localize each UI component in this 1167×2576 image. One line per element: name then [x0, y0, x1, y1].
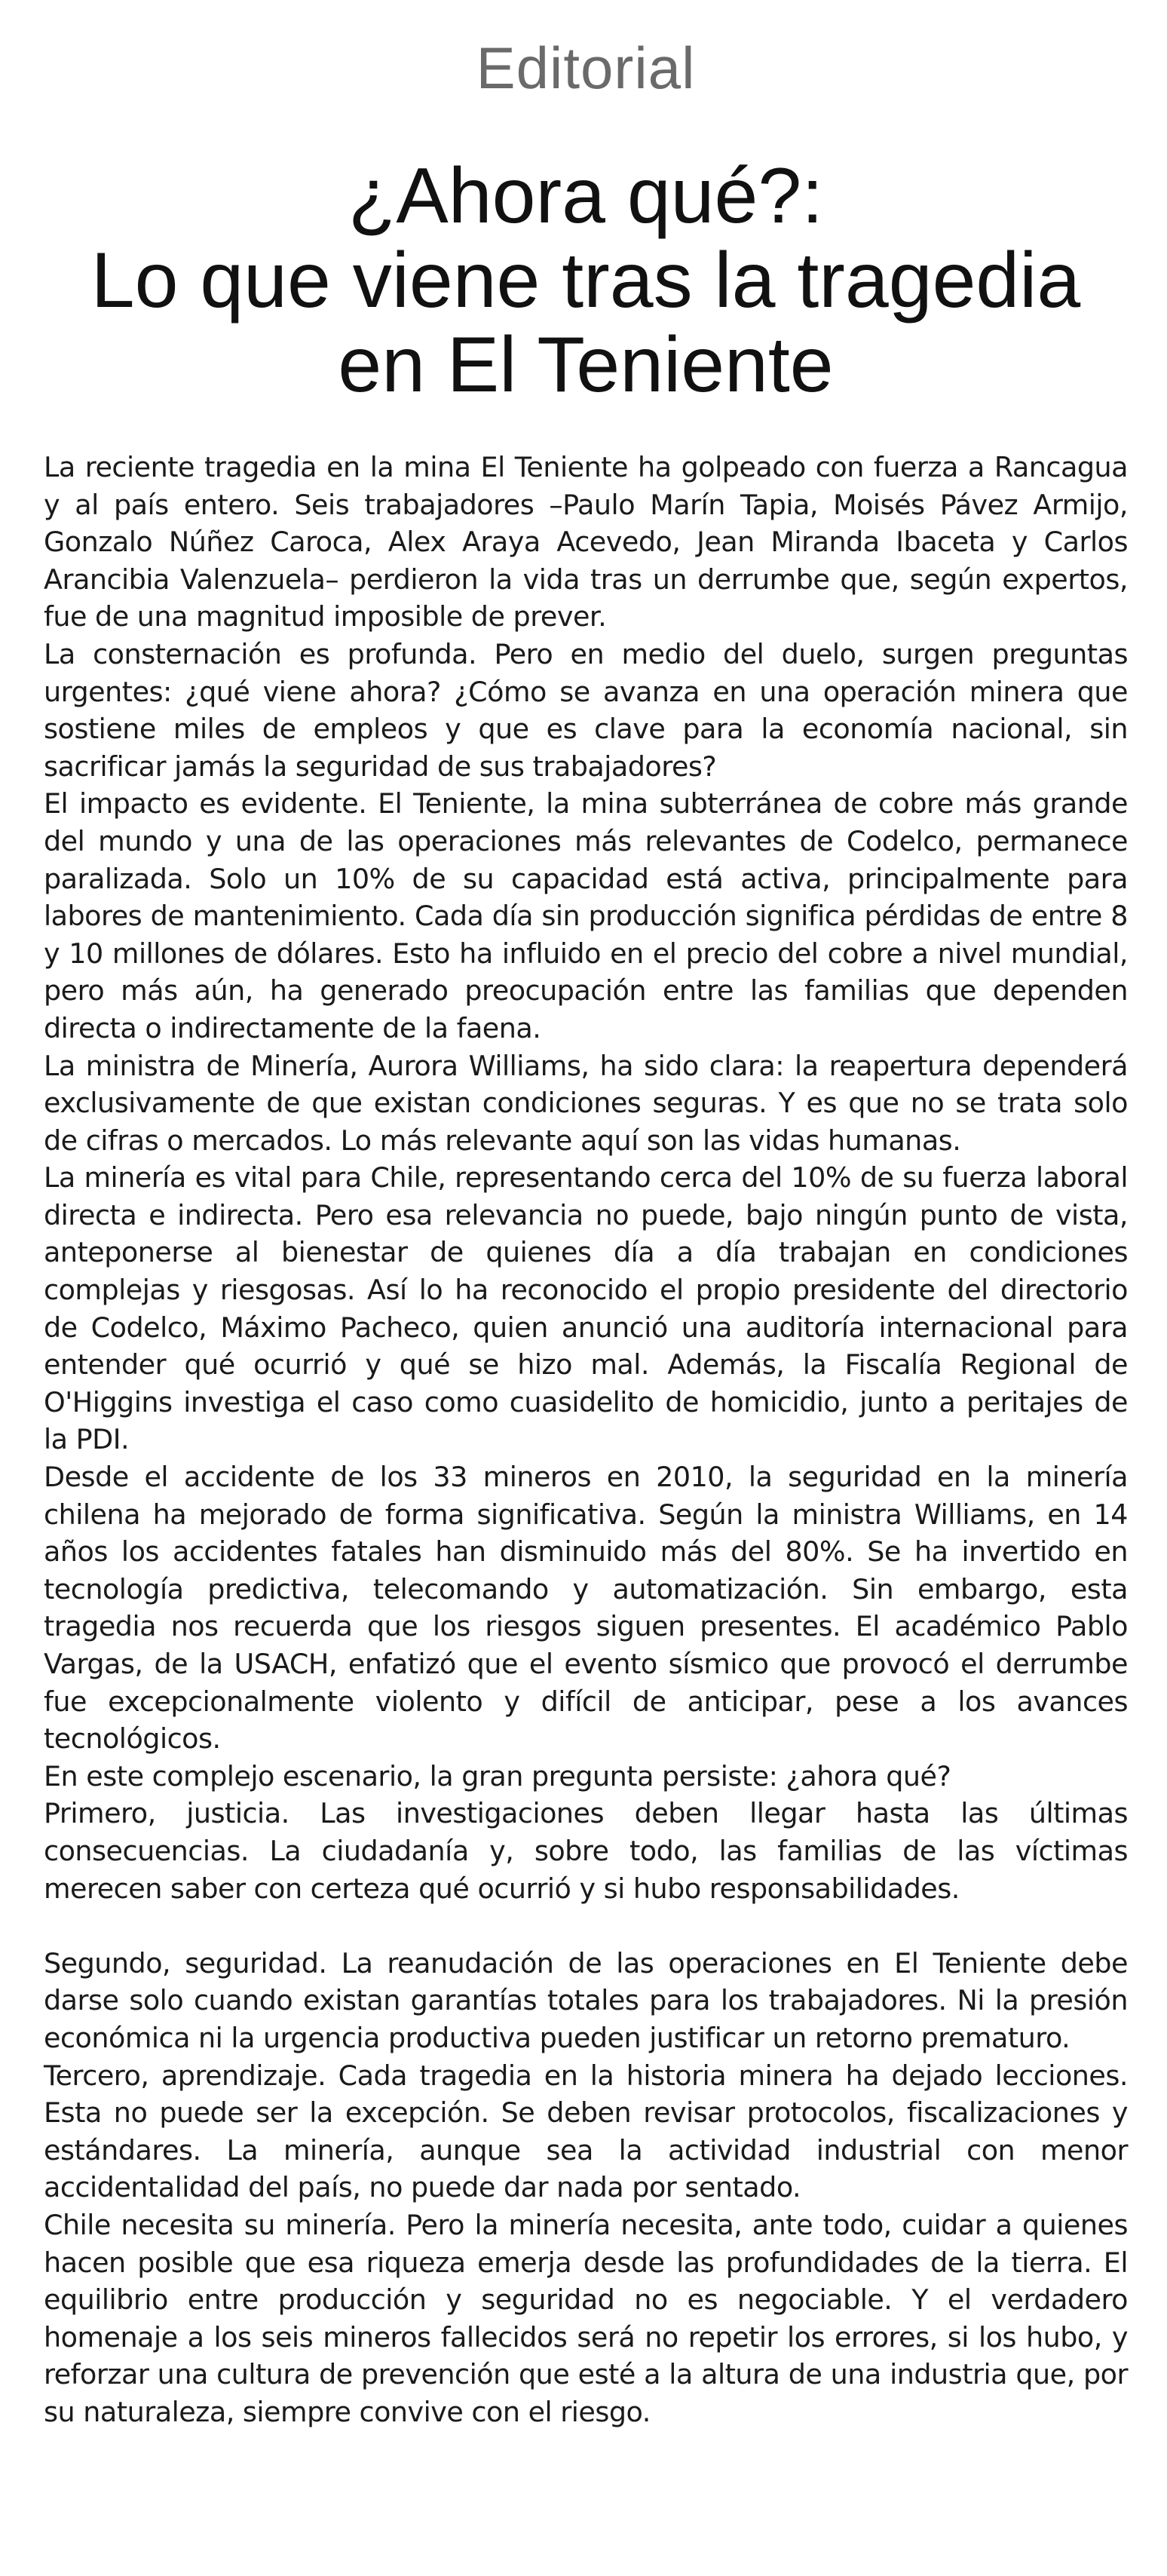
- paragraph: Primero, justicia. Las investigaciones deben llegar hasta las últimas consecuencias. La ciudadanía y, sobre todo, las familias de las víctimas merecen saber con certeza qué ocurrió y si hubo responsabilidades.: [44, 1797, 1128, 1905]
- section-label: Editorial: [476, 35, 696, 101]
- headline-line: ¿Ahora qué?:: [348, 152, 824, 240]
- paragraph: El impacto es evidente. El Teniente, la mina subterránea de cobre más grande del mundo y una de las operaciones más relevantes de Codelco, permanece paralizada. Solo un 10% de su capacidad está activa, principalmente para labores de mantenimiento. Cada día sin producción significa pérdidas de entre 8 y 10 millones de dólares. Esto ha influido en el precio del cobre a nivel mundial, pero más aún, ha generado preocupación entre las familias que dependen directa o indirectamente de la faena.: [44, 787, 1128, 1044]
- headline-line: Lo que viene tras la tragedia: [90, 237, 1081, 324]
- headline-line: en El Teniente: [338, 321, 834, 409]
- paragraph: En este complejo escenario, la gran pregunta persiste: ¿ahora qué?: [44, 1759, 951, 1792]
- article-body: [44, 449, 1128, 2430]
- paragraph: La ministra de Minería, Aurora Williams, ha sido clara: la reapertura dependerá exclusivamente de que existan condiciones seguras. Y es que no se trata solo de cifras o mercados. Lo más relevante aquí son las vidas humanas.: [44, 1049, 1128, 1157]
- headline: [44, 154, 1128, 407]
- paragraph: La minería es vital para Chile, representando cerca del 10% de su fuerza laboral directa e indirecta. Pero esa relevancia no puede, bajo ningún punto de vista, anteponerse al bienestar de quienes día a día trabajan en condiciones complejas y riesgosas. Así lo ha reconocido el propio presidente del directorio de Codelco, Máximo Pacheco, quien anunció una auditoría internacional para entender qué ocurrió y qué se hizo mal. Además, la Fiscalía Regional de O'Higgins investiga el caso como cuasidelito de homicidio, junto a peritajes de la PDI.: [44, 1161, 1128, 1456]
- paragraph: Desde el accidente de los 33 mineros en 2010, la seguridad en la minería chilena ha mejorado de forma significativa. Según la ministra Williams, en 14 años los accidentes fatales han disminuido más del 80%. Se ha invertido en tecnología predictiva, telecomando y automatización. Sin embargo, esta tragedia nos recuerda que los riesgos siguen presentes. El académico Pablo Vargas, de la USACH, enfatizó que el evento sísmico que provocó el derrumbe fue excepcionalmente violento y difícil de anticipar, pese a los avances tecnológicos.: [44, 1461, 1128, 1756]
- paragraph: Chile necesita su minería. Pero la minería necesita, ante todo, cuidar a quienes hacen posible que esa riqueza emerja desde las profundidades de la tierra. El equilibrio entre producción y seguridad no es negociable. Y el verdadero homenaje a los seis mineros fallecidos será no repetir los errores, si los hubo, y reforzar una cultura de prevención que esté a la altura de una industria que, por su naturaleza, siempre convive con el riesgo.: [44, 2208, 1128, 2428]
- paragraph: La reciente tragedia en la mina El Teniente ha golpeado con fuerza a Rancagua y al país entero. Seis trabajadores –Paulo Marín Tapia, Moisés Pávez Armijo, Gonzalo Núñez Caroca, Alex Araya Acevedo, Jean Miranda Ibaceta y Carlos Arancibia Valenzuela– perdieron la vida tras un derrumbe que, según expertos, fue de una magnitud imposible de prever.: [44, 451, 1128, 633]
- paragraph: La consternación es profunda. Pero en medio del duelo, surgen preguntas urgentes: ¿qué viene ahora? ¿Cómo se avanza en una operación minera que sostiene miles de empleos y que es clave para la economía nacional, sin sacrificar jamás la seguridad de sus trabajadores?: [44, 637, 1128, 783]
- paragraph: Tercero, aprendizaje. Cada tragedia en la historia minera ha dejado lecciones. Esta no puede ser la excepción. Se deben revisar protocolos, fiscalizaciones y estándares. La minería, aunque sea la actividad industrial con menor accidentalidad del país, no puede dar nada por sentado.: [44, 2059, 1128, 2204]
- paragraph: Segundo, seguridad. La reanudación de las operaciones en El Teniente debe darse solo cuando existan garantías totales para los trabajadores. Ni la presión económica ni la urgencia productiva pueden justificar un retorno prematuro.: [44, 1946, 1128, 2054]
